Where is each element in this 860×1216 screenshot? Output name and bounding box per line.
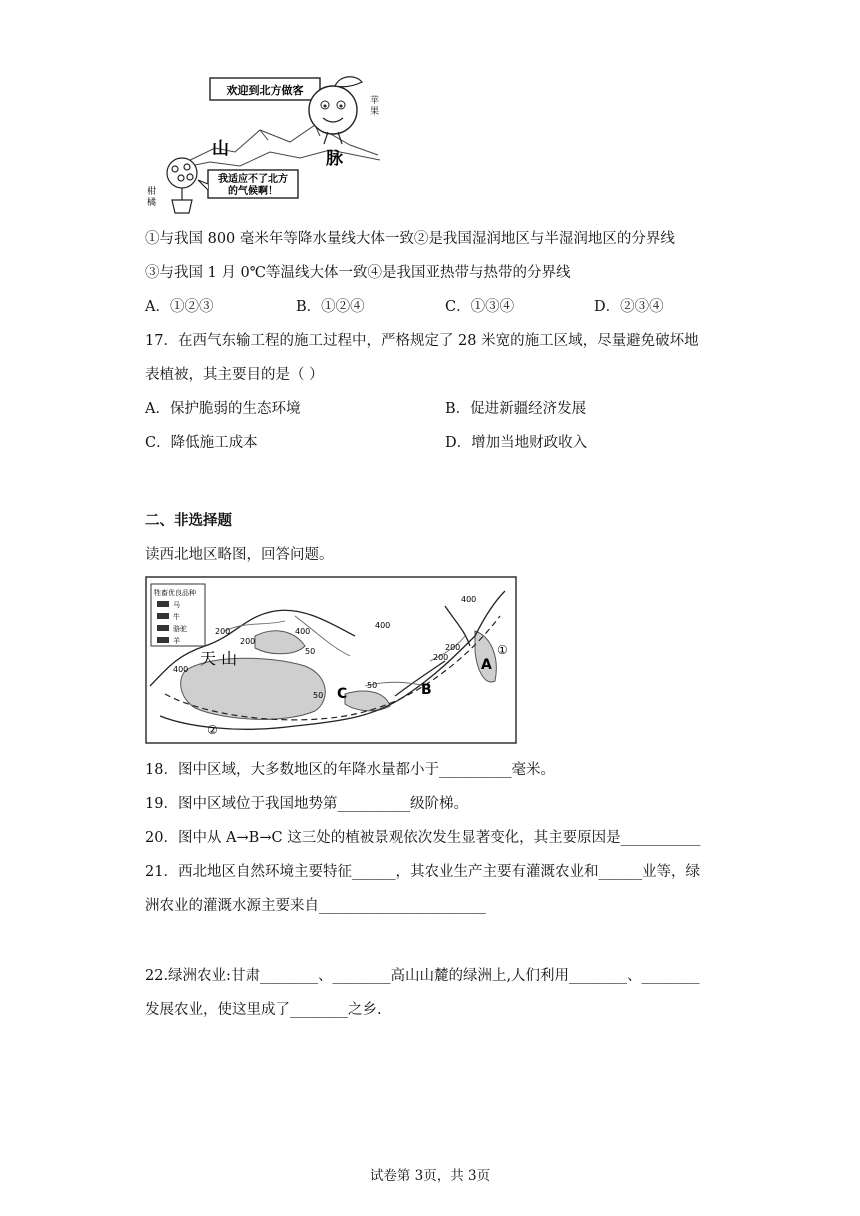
contour-label-50-b: 50 (313, 691, 324, 700)
section-intro: 读西北地区略图，回答问题。 (145, 547, 334, 563)
page-footer: 试卷第 3页，共 3页 (369, 1168, 491, 1184)
apple-label-1: 苹 (370, 96, 380, 106)
legend-item-sheep: 羊 (173, 637, 180, 645)
contour-label-400-n: 400 (295, 627, 311, 636)
legend-item-cattle: 牛 (173, 613, 180, 621)
q20-text: 20．图中从 A→B→C 这三处的植被景观依次发生显著变化，其主要原因是___________ (145, 830, 701, 846)
citrus-label-1: 柑 (147, 187, 157, 197)
bubble-top-text: 欢迎到北方做客 (226, 84, 304, 97)
contour-label-400-c: 400 (375, 621, 391, 630)
q22-text-line-2: 发展农业，使这里成了________之乡. (145, 1002, 382, 1018)
map-circled-2: ② (207, 723, 218, 737)
q16-statement-line-1: ①与我国 800 毫米年等降水量线大体一致②是我国湿润地区与半湿润地区的分界线 (145, 231, 675, 247)
legend-item-horse: 马 (173, 601, 180, 609)
contour-label-200-d: 200 (445, 643, 461, 652)
map-letter-a: A (481, 657, 492, 673)
q19-text: 19．图中区域位于我国地势第__________级阶梯。 (145, 796, 468, 812)
section-heading: 二、非选择题 (145, 513, 232, 529)
q21-text-line-1: 21．西北地区自然环境主要特征______，其农业生产主要有灌溉农业和______业等，绿 (145, 864, 700, 880)
q17-option-a[interactable]: A．保护脆弱的生态环境 (145, 401, 301, 417)
map-letter-c: C (337, 686, 348, 702)
contour-label-200-c: 200 (433, 653, 449, 662)
q17-stem-line-2: 表植被，其主要目的是（ ） (145, 367, 324, 383)
q17-option-c[interactable]: C．降低施工成本 (145, 435, 258, 451)
contour-label-50-c: 50 (367, 681, 378, 690)
q16-option-d[interactable]: D．②③④ (594, 299, 664, 315)
tianshan-label: 天 山 (200, 649, 238, 668)
northwest-map (145, 576, 517, 744)
q16-option-b[interactable]: B．①②④ (296, 299, 365, 315)
q18-text: 18．图中区域，大多数地区的年降水量都小于__________毫米。 (145, 762, 555, 778)
q17-option-b[interactable]: B．促进新疆经济发展 (445, 401, 587, 417)
citrus-tree-icon (167, 158, 197, 213)
contour-label-200-a: 200 (215, 627, 231, 636)
contour-label-200-b: 200 (240, 637, 256, 646)
q16-statement-line-2: ③与我国 1 月 0℃等温线大体一致④是我国亚热带与热带的分界线 (145, 265, 571, 281)
contour-label-50-a: 50 (305, 647, 316, 656)
legend-title: 牲畜优良品种 (154, 589, 196, 597)
contour-label-400-e: 400 (461, 595, 477, 604)
mountain-char-1: 山 (212, 139, 229, 159)
contour-label-400-w: 400 (173, 665, 189, 674)
citrus-label-2: 橘 (147, 198, 157, 208)
q21-text-line-2: 洲农业的灌溉水源主要来自_______________________ (145, 898, 486, 914)
mountain-lines (170, 125, 380, 170)
q16-option-c[interactable]: C．①③④ (445, 299, 515, 315)
legend-item-camel: 骆驼 (173, 625, 187, 633)
q17-option-d[interactable]: D．增加当地财政收入 (445, 435, 588, 451)
bubble-bottom-text-2: 的气候啊！ (228, 186, 278, 197)
apple-label-2: 果 (370, 107, 380, 117)
bubble-bottom-text-1: 我适应不了北方 (218, 174, 288, 185)
cartoon-figure (140, 70, 390, 220)
map-letter-b: B (421, 682, 432, 698)
mountain-char-2: 脉 (326, 149, 343, 169)
q22-text-line-1: 22.绿洲农业:甘肃________、________高山山麓的绿洲上,人们利用________、________ (145, 968, 700, 984)
map-circled-1: ① (497, 643, 508, 657)
q17-stem-line-1: 17．在西气东输工程的施工过程中，严格规定了 28 米宽的施工区域，尽量避免破坏地 (145, 333, 699, 349)
q16-option-a[interactable]: A．①②③ (145, 299, 214, 315)
